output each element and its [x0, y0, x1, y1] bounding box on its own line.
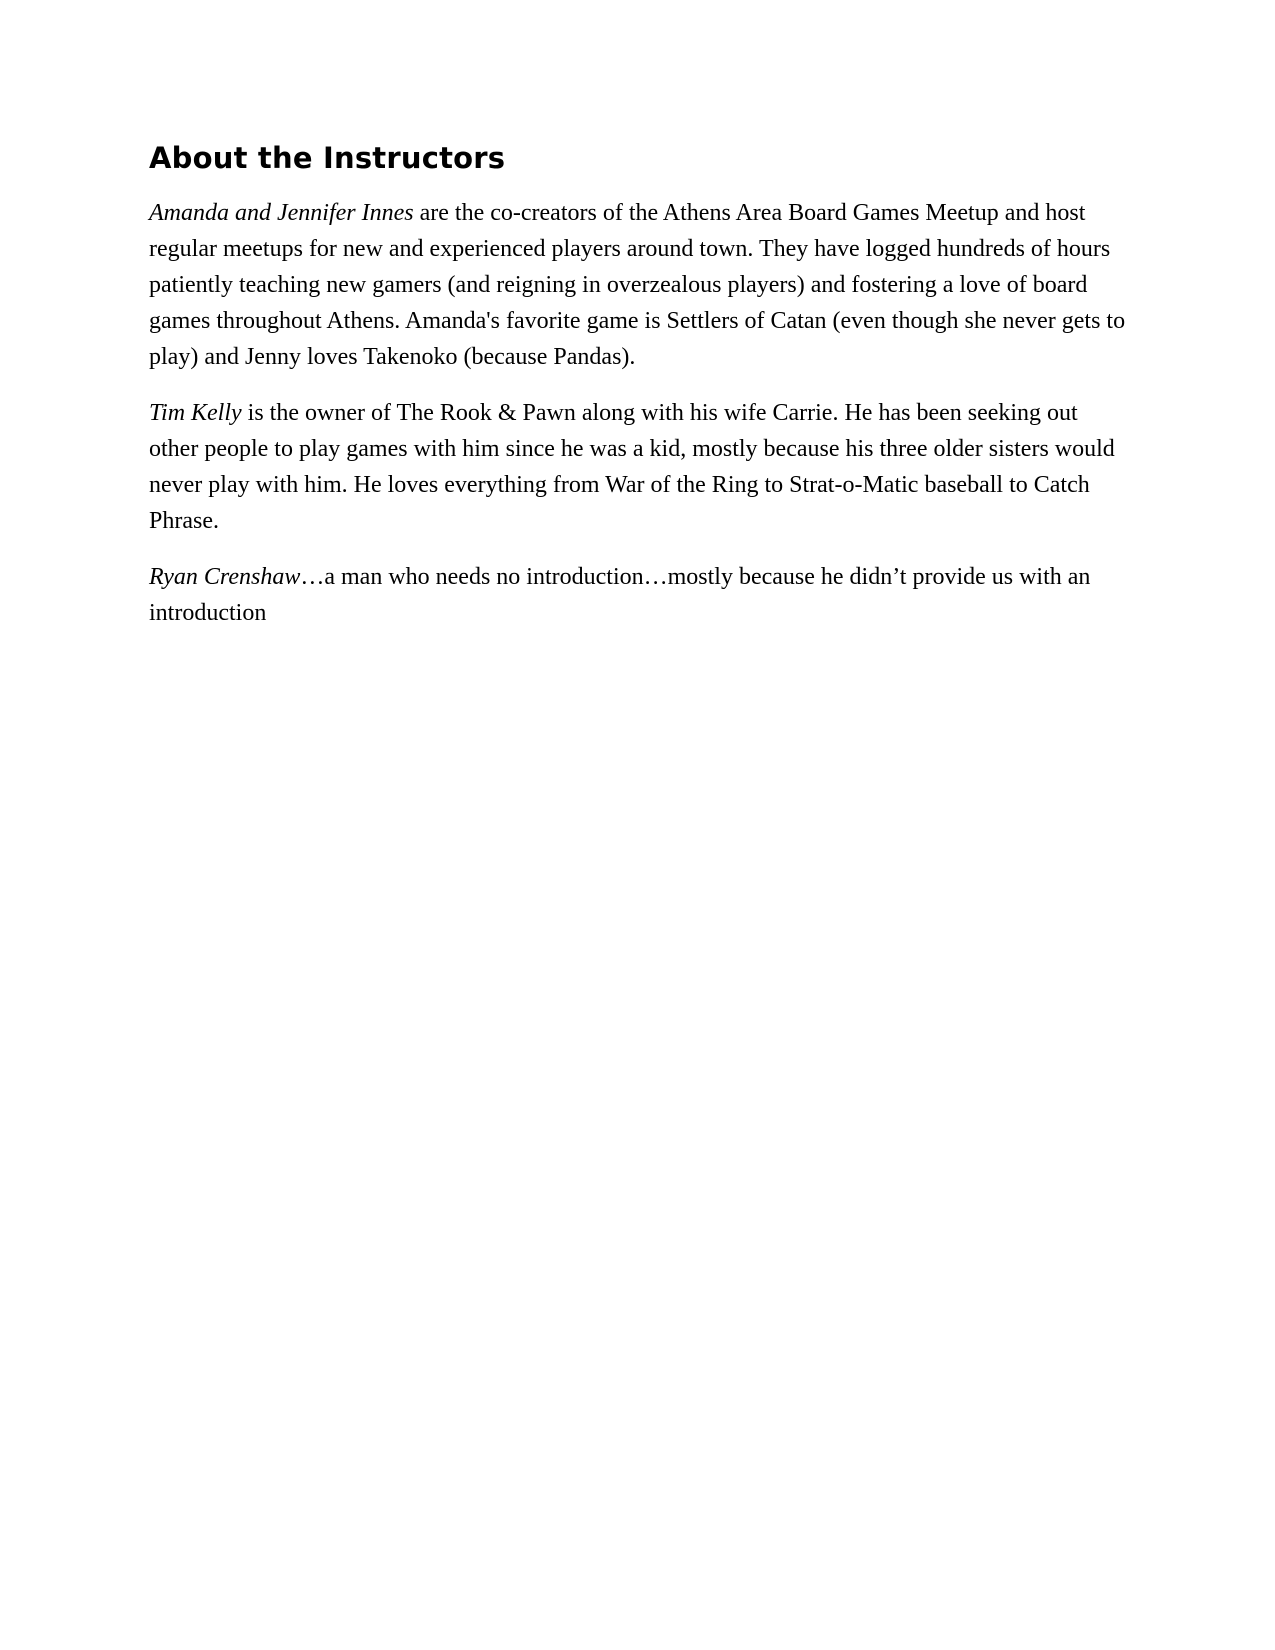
- bio-name: Amanda and Jennifer Innes: [149, 200, 414, 226]
- bio-paragraph-kelly: [149, 395, 1129, 539]
- bio-text: …a man who needs no introduction…mostly because he didn’t provide us with an introduction: [149, 564, 1091, 626]
- bio-text: is the owner of The Rook & Pawn along with his wife Carrie. He has been seeking out other people to play games with him since he was a kid, mostly because his three older sisters would never play with him. He loves everything from War of the Ring to Strat-o-Matic baseball to Catch Phrase.: [149, 400, 1115, 534]
- section-heading: About the Instructors: [149, 141, 506, 175]
- bio-name: Ryan Crenshaw: [149, 564, 301, 590]
- bio-text: are the co-creators of the Athens Area Board Games Meetup and host regular meetups for new and experienced players around town. They have logged hundreds of hours patiently teaching new gamers (and reigning in overzealous players) and fostering a love of board games throughout Athens. Amanda's favorite game is Settlers of Catan (even though she never gets to play) and Jenny loves Takenoko (because Pandas).: [149, 200, 1126, 370]
- bio-paragraph-innes: [149, 195, 1129, 375]
- document-page: [149, 140, 1129, 651]
- bio-name: Tim Kelly: [149, 400, 242, 426]
- bio-paragraph-crenshaw: [149, 559, 1129, 631]
